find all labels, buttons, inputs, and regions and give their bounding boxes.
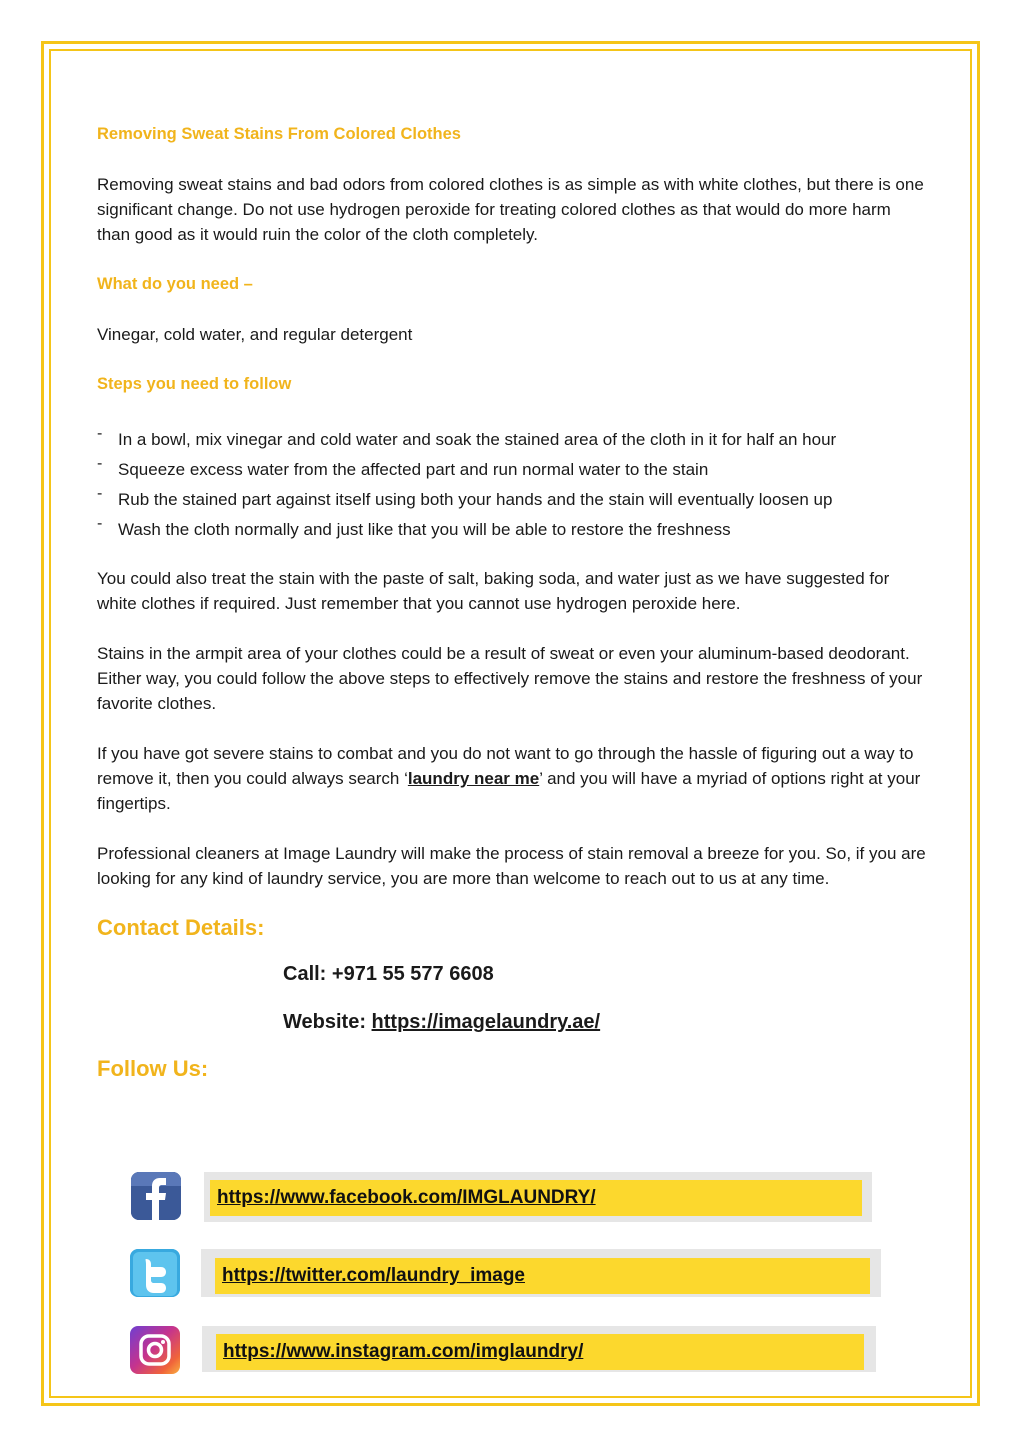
dash-bullet: -	[97, 455, 103, 472]
instagram-icon[interactable]	[130, 1326, 180, 1374]
instagram-link[interactable]: https://www.instagram.com/imglaundry/	[223, 1341, 584, 1362]
contact-heading: Contact Details:	[97, 915, 265, 940]
paragraph-salt-paste: You could also treat the stain with the paste of salt, baking soda, and water just as we have suggested for white clothes if required. Just remember that you cannot use hydrogen peroxide here.	[97, 569, 890, 613]
steps-heading: Steps you need to follow	[97, 375, 292, 393]
twitter-icon[interactable]	[130, 1249, 180, 1297]
dash-bullet: -	[97, 515, 103, 532]
website-link[interactable]: https://imagelaundry.ae/	[371, 1011, 601, 1033]
list-item: - In a bowl, mix vinegar and cold water and soak the stained area of the cloth in it for half an hour	[97, 425, 927, 455]
list-item: - Squeeze excess water from the affected part and run normal water to the stain	[97, 455, 927, 485]
needs-text: Vinegar, cold water, and regular detergent	[97, 325, 413, 344]
paragraph-armpit: Stains in the armpit area of your clothes could be a result of sweat or even your aluminum-based deodorant. Either way, you could follow the above steps to effectively remove the stains and restore the freshness of your favorite clothes.	[97, 644, 923, 713]
instagram-link-box[interactable]	[216, 1334, 864, 1370]
paragraph-professional: Professional cleaners at Image Laundry will make the process of stain removal a breeze for you. So, if you are looking for any kind of laundry service, you are more than welcome to reach out to us at any time.	[97, 844, 926, 888]
list-item: - Wash the cloth normally and just like that you will be able to restore the freshness	[97, 515, 927, 545]
twitter-link[interactable]: https://twitter.com/laundry_image	[222, 1265, 525, 1286]
paragraph-search: If you have got severe stains to combat and you do not want to go through the hassle of figuring out a way to remove it, then you could always search ‘laundry near me’ and you will have a myriad of options right at your fingertips.	[97, 744, 921, 813]
needs-heading: What do you need –	[97, 275, 253, 293]
website-line: Website: https://imagelaundry.ae/	[283, 1011, 601, 1033]
phone-number: Call: +971 55 577 6608	[283, 963, 494, 985]
list-item: - Rub the stained part against itself using both your hands and the stain will eventually loosen up	[97, 485, 927, 515]
dash-bullet: -	[97, 425, 103, 442]
document-body	[97, 122, 927, 1084]
facebook-link-box[interactable]	[210, 1180, 862, 1216]
dash-bullet: -	[97, 485, 103, 502]
steps-list	[97, 425, 927, 545]
facebook-link[interactable]: https://www.facebook.com/IMGLAUNDRY/	[217, 1187, 596, 1208]
facebook-icon[interactable]	[131, 1172, 181, 1220]
follow-heading: Follow Us:	[97, 1056, 209, 1081]
laundry-near-me-link[interactable]: laundry near me	[407, 769, 540, 788]
twitter-link-box[interactable]	[215, 1258, 870, 1294]
intro-paragraph: Removing sweat stains and bad odors from colored clothes is as simple as with white clothes, but there is one significant change. Do not use hydrogen peroxide for treating colored clothes as that would do more harm than good as it would ruin the color of the cloth completely.	[97, 175, 924, 244]
section-heading: Removing Sweat Stains From Colored Clothes	[97, 125, 461, 143]
